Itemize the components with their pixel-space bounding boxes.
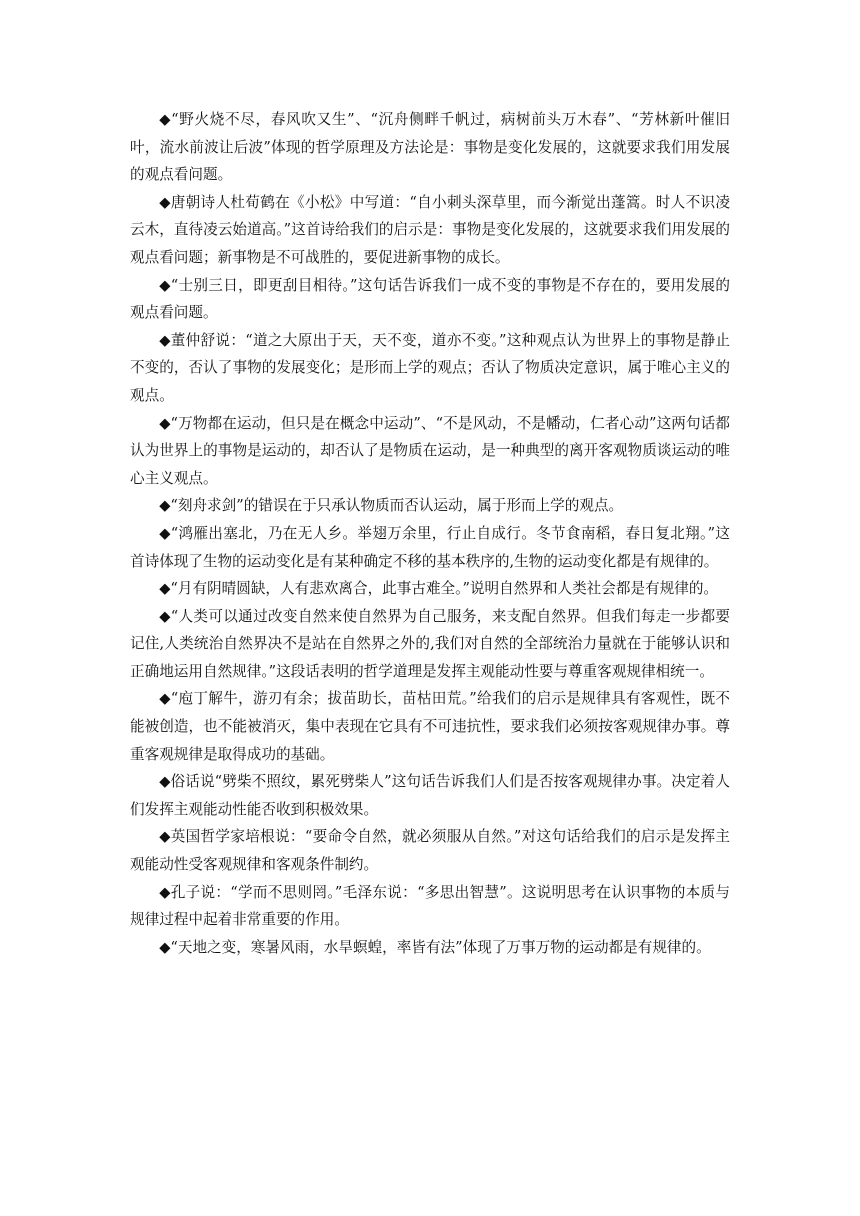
document-body bbox=[130, 106, 730, 961]
paragraph: ◆“鸿雁出塞北，乃在无人乡。举翅万余里，行止自成行。冬节食南稻，春日复北翔。”这首诗体现了生物的运动变化是有某种确定不移的基本秩序的,生物的运动变化都是有规律的。 bbox=[130, 524, 730, 570]
paragraph: ◆“天地之变，寒暑风雨，水旱螟蝗，率皆有法”体现了万事万物的运动都是有规律的。 bbox=[159, 938, 711, 956]
paragraph: ◆英国哲学家培根说：“要命令自然，就必须服从自然。”对这句话给我们的启示是发挥主观能动性受客观规律和客观条件制约。 bbox=[130, 828, 730, 874]
paragraph: ◆“万物都在运动，但只是在概念中运动”、“不是风动，不是幡动，仁者心动”这两句话都认为世界上的事物是运动的，却否认了是物质在运动，是一种典型的离开客观物质谈运动的唯心主义观点。 bbox=[130, 414, 730, 487]
paragraph: ◆俗话说“劈柴不照纹，累死劈柴人”这句话告诉我们人们是否按客观规律办事。决定着人们发挥主观能动性能否收到积极效果。 bbox=[130, 773, 730, 818]
paragraph: ◆“人类可以通过改变自然来使自然界为自己服务，来支配自然界。但我们每走一步都要记住,人类统治自然界决不是站在自然界之外的,我们对自然的全部统治力量就在于能够认识和正确地运用自然规律。”这段话表明的哲学道理是发挥主观能动性要与尊重客观规律相统一。 bbox=[130, 607, 730, 680]
paragraph: ◆董仲舒说：“道之大原出于天，天不变，道亦不变。”这种观点认为世界上的事物是静止不变的，否认了事物的发展变化；是形而上学的观点；否认了物质决定意识，属于唯心主义的观点。 bbox=[130, 331, 730, 404]
paragraph: ◆“野火烧不尽，春风吹又生”、“沉舟侧畔千帆过，病树前头万木春”、“芳林新叶催旧叶，流水前波让后波”体现的哲学原理及方法论是：事物是变化发展的，这就要求我们用发展的观点看问题。 bbox=[130, 111, 730, 184]
paragraph: ◆唐朝诗人杜荀鹤在《小松》中写道：“自小刺头深草里，而今渐觉出蓬篙。时人不识凌云木，直待凌云始道高。”这首诗给我们的启示是：事物是变化发展的，这就要求我们用发展的观点看问题；新事物是不可战胜的，要促进新事物的成长。 bbox=[130, 193, 730, 266]
paragraph: ◆“月有阴晴圆缺，人有悲欢离合，此事古难全。”说明自然界和人类社会都是有规律的。 bbox=[159, 580, 719, 598]
paragraph: ◆孔子说：“学而不思则罔。”毛泽东说：“多思出智慧”。这说明思考在认识事物的本质与规律过程中起着非常重要的作用。 bbox=[130, 883, 730, 929]
paragraph: ◆“士别三日，即更刮目相待。”这句话告诉我们一成不变的事物是不存在的，要用发展的观点看问题。 bbox=[130, 276, 730, 322]
paragraph: ◆“庖丁解牛，游刃有余；拔苗助长，苗枯田荒。”给我们的启示是规律具有客观性，既不能被创造，也不能被消灭，集中表现在它具有不可违抗性，要求我们必须按客观规律办事。尊重客观规律是取得成功的基础。 bbox=[130, 690, 730, 763]
paragraph: ◆“刻舟求剑”的错误在于只承认物质而否认运动，属于形而上学的观点。 bbox=[159, 497, 624, 515]
